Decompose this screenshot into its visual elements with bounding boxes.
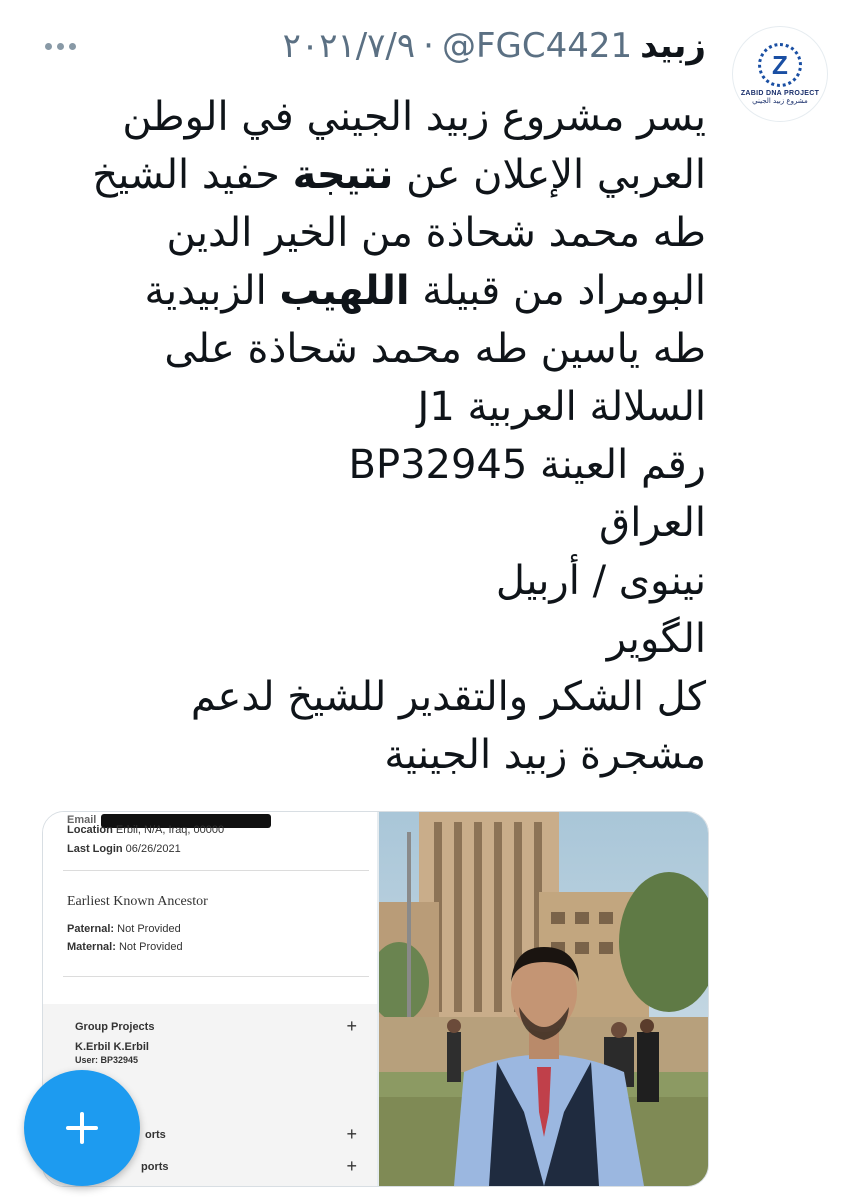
user-handle[interactable]: @FGC4421 [441,26,633,66]
tweet-text-line: العراق [599,500,706,546]
group-projects-row[interactable]: Group Projects + [75,1016,357,1036]
tweet-text [86,88,706,784]
tweet-text-line: السلالة العربية J1 [417,384,706,430]
tweet-text-line: العربي الإعلان عن نتيجة حفيد الشيخ [92,152,706,198]
tweet-media[interactable] [42,811,709,1187]
latin-text: BP32945 [348,442,528,488]
tweet-text-line: كل الشكر والتقدير للشيخ لدعم [190,674,706,720]
portrait-photo-image[interactable] [379,812,708,1186]
plus-icon [62,1108,102,1148]
display-name[interactable]: زبيد [640,26,706,66]
expand-plus-icon: + [346,1016,357,1036]
tweet-date[interactable]: ٢٠٢١/٧/٩ [282,26,416,66]
compose-tweet-button[interactable] [24,1070,140,1186]
avatar[interactable] [732,26,828,122]
reports-row-1[interactable]: orts + [145,1124,357,1144]
tweet-text-line: البومراد من قبيلة اللهيب الزبيدية [144,268,706,314]
tweet-header [283,20,706,72]
member-name: K.Erbil K.Erbil [75,1041,149,1053]
tweet-text-line: رقم العينة BP32945 [348,442,706,488]
bold-text: نتيجة [292,152,394,198]
tweet-text-line: مشجرة زبيد الجينية [384,732,706,778]
expand-plus-icon: + [346,1124,357,1144]
logo-arabic-text: مشروع زبيد الجيني [752,97,808,105]
tweet-text-line: طه ياسين طه محمد شحاذة على [164,326,706,372]
separator-dot: · [423,26,434,66]
email-label: Email [67,814,97,826]
more-options-icon[interactable] [40,38,80,54]
tweet-text-line: يسر مشروع زبيد الجيني في الوطن [122,94,706,140]
expand-plus-icon: + [346,1156,357,1176]
paternal-row: Paternal: Not Provided [67,923,181,935]
zabid-logo-icon: Z [758,43,802,87]
ancestor-title: Earliest Known Ancestor [67,894,208,909]
reports-row-2[interactable]: ports + [141,1156,357,1176]
bold-text: اللهيب [279,268,410,314]
tweet-text-line: نينوى / أربيل [495,558,706,604]
location-row: Location Erbil, N/A, Iraq, 00000 [67,824,225,836]
maternal-row: Maternal: Not Provided [67,941,183,953]
member-user: User: BP32945 [75,1055,139,1065]
logo-english-text: ZABID DNA PROJECT [740,90,820,97]
tweet-text-line: الگوير [606,616,706,662]
last-login-row: Last Login 06/26/2021 [67,843,181,855]
tweet-text-line: طه محمد شحاذة من الخير الدين [166,210,706,256]
latin-text: J1 [417,384,455,430]
